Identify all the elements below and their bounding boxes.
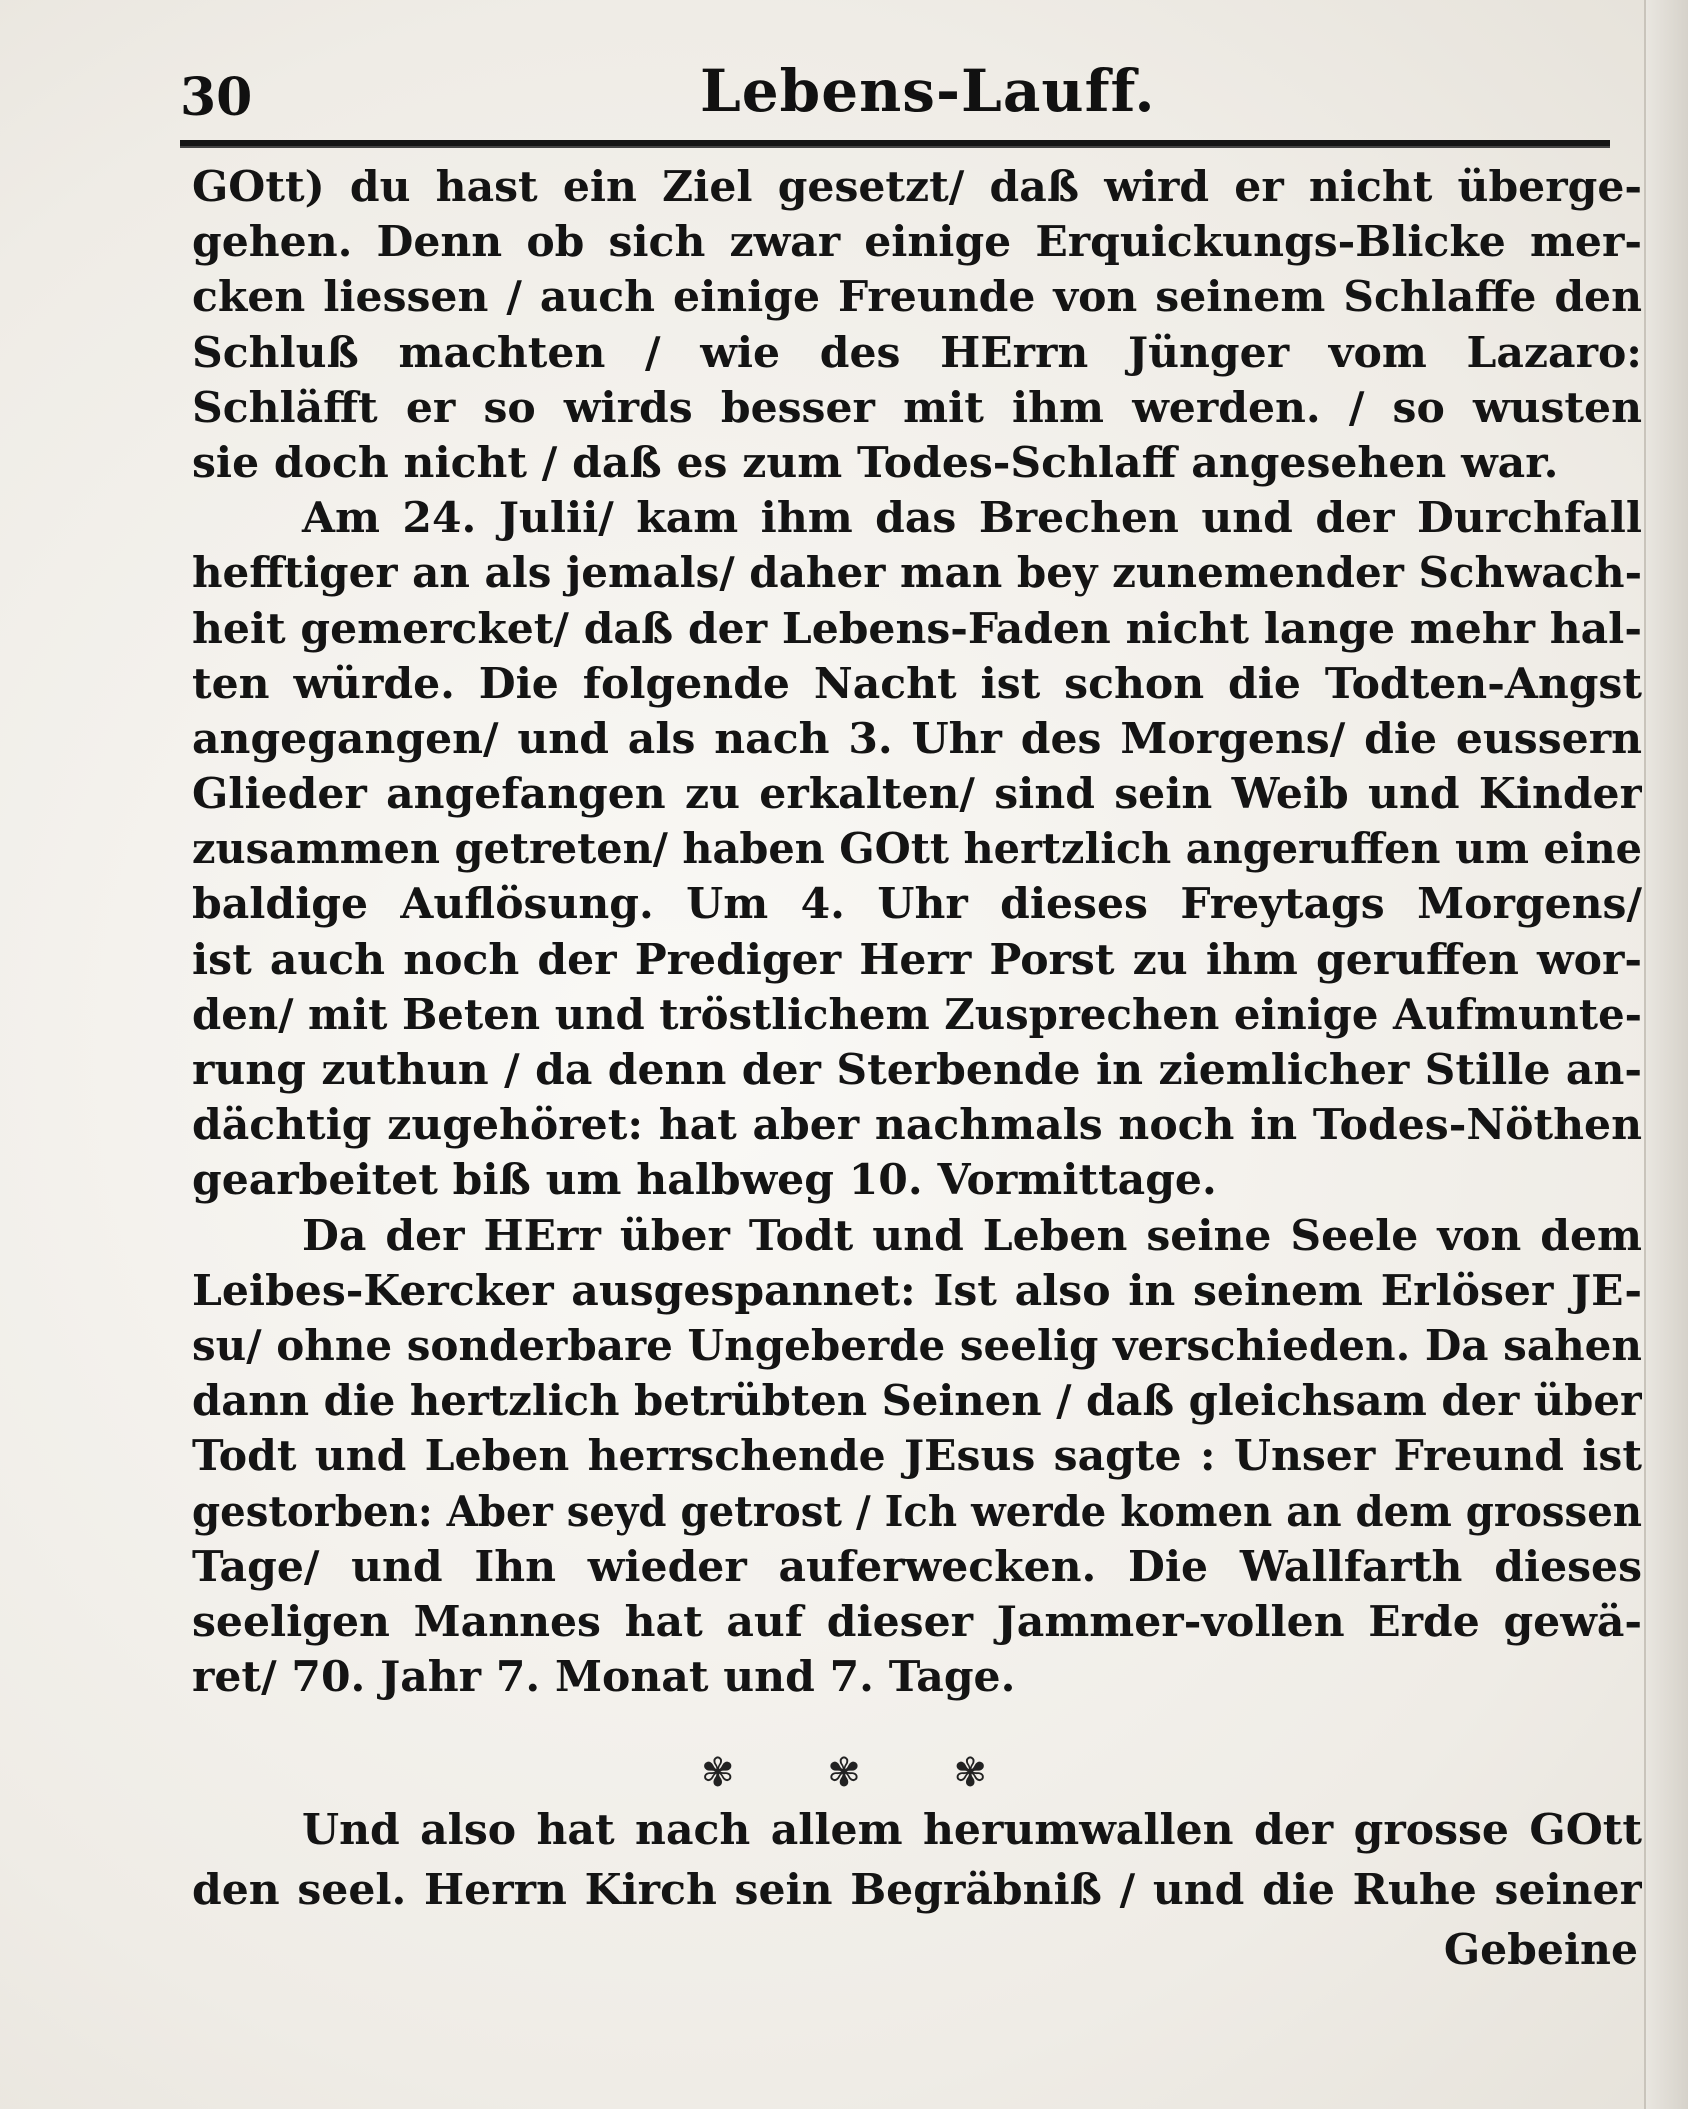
header-rule <box>180 140 1610 148</box>
page-number: 30 <box>180 67 253 128</box>
text-line: gestorben: Aber seyd getrost / Ich werde komen an dem grossen <box>192 1486 1642 1537</box>
text-line: Und also hat nach allem herumwallen der grosse GOtt <box>302 1805 1642 1855</box>
text-line: Am 24. Julii/ kam ihm das Brechen und der Durchfall <box>302 493 1642 544</box>
text-line: Glieder angefangen zu erkalten/ sind sein Weib und Kinder <box>192 769 1642 820</box>
text-line: gearbeitet biß um halbweg 10. Vormittage. <box>192 1155 1217 1206</box>
flower-ornament-icon: ✾ <box>953 1750 987 1796</box>
flower-ornament-icon: ✾ <box>701 1750 735 1796</box>
page-header <box>180 55 1610 145</box>
text-line: dächtig zugehöret: hat aber nachmals noch in Todes-Nöthen <box>192 1100 1642 1151</box>
text-line: su/ ohne sonderbare Ungeberde seelig verschieden. Da sahen <box>192 1320 1642 1371</box>
text-line: Leibes-Kercker ausgespannet: Ist also in seinem Erlöser JE- <box>192 1265 1642 1316</box>
catchword: Gebeine <box>1443 1925 1638 1975</box>
closing-text <box>192 1800 1642 1920</box>
text-line: den/ mit Beten und tröstlichem Zusprechen einige Aufmunte- <box>192 989 1642 1040</box>
text-line: Da der HErr über Todt und Leben seine Seele von dem <box>302 1210 1642 1261</box>
text-line: gehen. Denn ob sich zwar einige Erquickungs-Blicke mer- <box>192 217 1642 268</box>
text-line: sie doch nicht / daß es zum Todes-Schlaff angesehen war. <box>192 437 1559 488</box>
text-line: Tage/ und Ihn wieder auferwecken. Die Wallfarth dieses <box>192 1541 1642 1592</box>
text-line: hefftiger an als jemals/ daher man bey zunemender Schwach- <box>192 548 1642 599</box>
flower-ornament-icon: ✾ <box>827 1750 861 1796</box>
text-line: heit gemercket/ daß der Lebens-Faden nicht lange mehr hal- <box>192 603 1642 654</box>
text-line: Todt und Leben herrschende JEsus sagte : Unser Freund ist <box>192 1431 1642 1482</box>
text-line: ist auch noch der Prediger Herr Porst zu ihm geruffen wor- <box>192 934 1642 985</box>
text-line: cken liessen / auch einige Freunde von seinem Schlaffe den <box>192 272 1642 323</box>
text-line: angegangen/ und als nach 3. Uhr des Morgens/ die eussern <box>192 713 1642 764</box>
text-line: den seel. Herrn Kirch sein Begräbniß / und die Ruhe seiner <box>192 1865 1642 1915</box>
text-line: Schläfft er so wirds besser mit ihm werden. / so wusten <box>192 382 1642 433</box>
text-line: seeligen Mannes hat auf dieser Jammer-vollen Erde gewä- <box>192 1596 1642 1647</box>
text-line: Schluß machten / wie des HErrn Jünger vom Lazaro: <box>192 327 1642 378</box>
ornament-divider <box>0 1750 1688 1800</box>
text-line: zusammen getreten/ haben GOtt hertzlich angeruffen um eine <box>192 824 1642 875</box>
main-text <box>192 160 1642 1705</box>
text-line: ten würde. Die folgende Nacht ist schon die Todten-Angst <box>192 658 1642 709</box>
text-line: rung zuthun / da denn der Sterbende in ziemlicher Stille an- <box>192 1045 1642 1095</box>
text-line: GOtt) du hast ein Ziel gesetzt/ daß wird er nicht überge- <box>192 162 1642 212</box>
text-line: baldige Auflösung. Um 4. Uhr dieses Freytags Morgens/ <box>192 879 1642 930</box>
running-title: Lebens-Lauff. <box>700 57 1156 125</box>
text-line: dann die hertzlich betrübten Seinen / daß gleichsam der über <box>192 1376 1642 1427</box>
text-line: ret/ 70. Jahr 7. Monat und 7. Tage. <box>192 1652 1016 1703</box>
